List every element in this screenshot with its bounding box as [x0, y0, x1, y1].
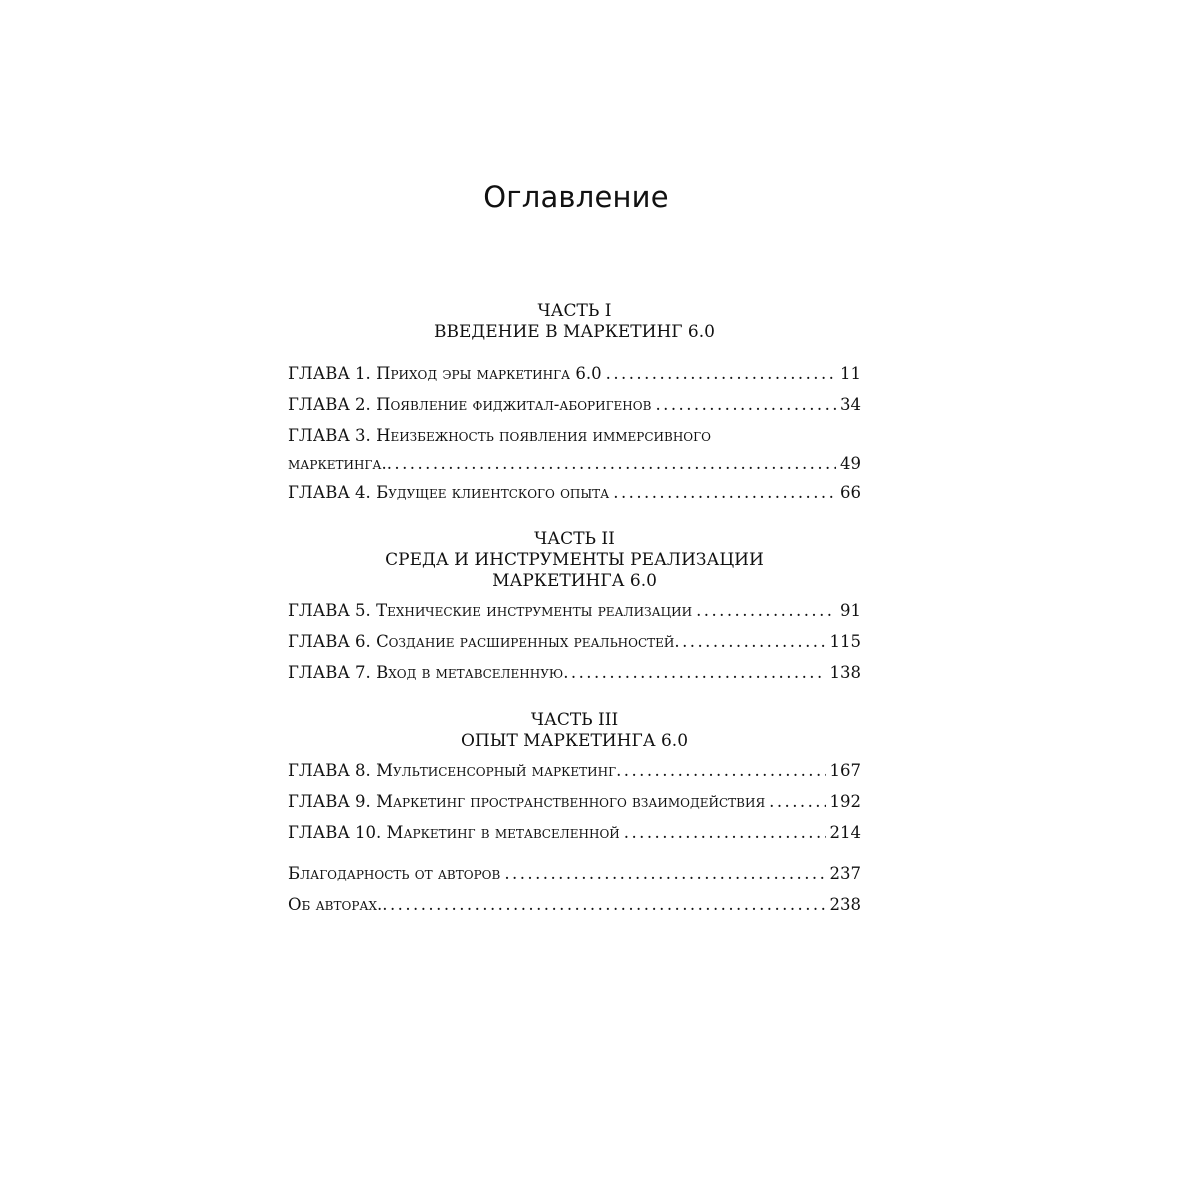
chapter-title: Появление фиджитал-аборигенов	[376, 395, 652, 414]
part-name: СРЕДА И ИНСТРУМЕНТЫ РЕАЛИЗАЦИИ	[385, 550, 764, 570]
page-number: 214	[829, 823, 861, 842]
chapter-label: ГЛАВА 6.	[288, 632, 371, 651]
chapter-title: Маркетинг пространственного взаимодействия	[376, 792, 766, 811]
page-number: 11	[840, 364, 861, 383]
part-heading	[288, 301, 861, 343]
part-name: ОПЫТ МАРКЕТИНГА 6.0	[460, 731, 689, 751]
back-matter-title: Благодарность от авторов	[288, 864, 501, 883]
dot-leader	[674, 632, 825, 652]
dot-leader	[387, 454, 836, 474]
toc-entry[interactable]	[288, 632, 861, 652]
part-label: ЧАСТЬ I	[537, 301, 612, 321]
page-number: 167	[829, 761, 861, 780]
dot-leader	[655, 395, 836, 415]
part-label: ЧАСТЬ II	[534, 529, 615, 549]
dot-leader	[613, 483, 836, 503]
toc-entry[interactable]	[288, 426, 861, 474]
toc-entry[interactable]	[288, 792, 861, 812]
chapter-label: ГЛАВА 2.	[288, 395, 371, 414]
page-number: 91	[840, 601, 861, 620]
toc-entry[interactable]	[288, 823, 861, 843]
page-number: 34	[840, 395, 861, 414]
chapter-label: ГЛАВА 8.	[288, 761, 371, 780]
toc-entry[interactable]	[288, 761, 861, 781]
toc-entry[interactable]	[288, 601, 861, 621]
chapter-label: ГЛАВА 1.	[288, 364, 371, 383]
chapter-title: Технические инструменты реализации	[376, 601, 693, 620]
part-name: МАРКЕТИНГА 6.0	[492, 571, 657, 591]
table-of-contents	[288, 0, 861, 1200]
dot-leader	[616, 761, 825, 781]
chapter-label: ГЛАВА 10.	[288, 823, 382, 842]
page-number: 192	[829, 792, 861, 811]
dot-leader	[624, 823, 826, 843]
dot-leader	[504, 864, 825, 884]
dot-leader	[606, 364, 836, 384]
part-heading	[288, 710, 861, 752]
dot-leader	[563, 663, 825, 683]
chapter-label: ГЛАВА 7.	[288, 663, 371, 682]
page-number: 138	[829, 663, 861, 682]
part-label: ЧАСТЬ III	[530, 710, 619, 730]
page-number: 237	[829, 864, 861, 883]
chapter-label: ГЛАВА 9.	[288, 792, 371, 811]
part-heading	[288, 529, 861, 592]
back-matter-title: Об авторах.	[288, 895, 383, 914]
page-number: 49	[840, 454, 861, 473]
page-number: 238	[829, 895, 861, 914]
toc-entry[interactable]	[288, 395, 861, 415]
chapter-title: Мультисенсорный маркетинг	[376, 761, 617, 780]
chapter-title-continued: маркетинга.	[288, 454, 387, 473]
dot-leader	[769, 792, 825, 812]
toc-entry[interactable]	[288, 483, 861, 503]
toc-entry[interactable]	[288, 864, 861, 884]
chapter-title: Создание расширенных реальностей	[376, 632, 675, 651]
page-title: Оглавление	[483, 180, 669, 214]
chapter-title: Приход эры маркетинга 6.0	[376, 364, 602, 383]
chapter-title: Вход в метавселенную	[376, 663, 564, 682]
toc-entry[interactable]	[288, 364, 861, 384]
chapter-label: ГЛАВА 5.	[288, 601, 371, 620]
chapter-title: Неизбежность появления иммерсивного	[376, 426, 711, 445]
dot-leader	[696, 601, 836, 621]
page-number: 115	[829, 632, 861, 651]
chapter-title: Маркетинг в метавселенной	[386, 823, 620, 842]
toc-entry[interactable]	[288, 895, 861, 915]
toc-entry[interactable]	[288, 663, 861, 683]
chapter-title: Будущее клиентского опыта	[376, 483, 610, 502]
dot-leader	[382, 895, 825, 915]
part-name: ВВЕДЕНИЕ В МАРКЕТИНГ 6.0	[434, 322, 715, 342]
page-number: 66	[840, 483, 861, 502]
chapter-label: ГЛАВА 4.	[288, 483, 371, 502]
chapter-label: ГЛАВА 3.	[288, 426, 371, 445]
